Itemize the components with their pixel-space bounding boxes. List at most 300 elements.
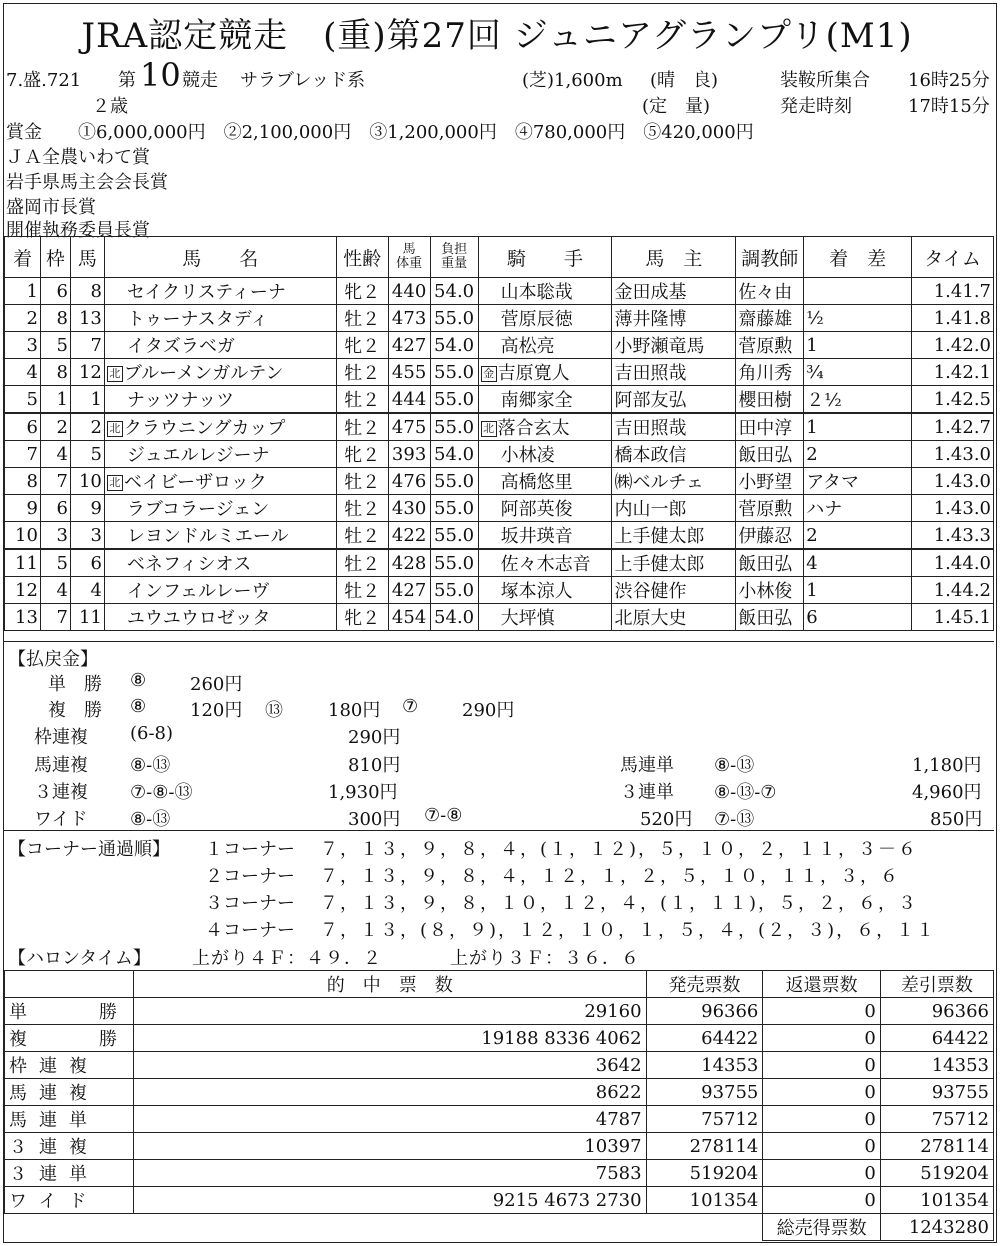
- trainer-cell: 伊藤忍: [736, 522, 804, 550]
- weight-rule: (定 量): [642, 96, 711, 117]
- race-no-prefix: 第: [118, 70, 136, 91]
- race-no-suffix: 競走: [182, 70, 218, 91]
- horse-row: [5, 413, 994, 441]
- horse-name-cell: ラブコラージェン: [104, 495, 336, 522]
- horse-row: [5, 495, 994, 522]
- trainer-cell: 佐々由: [736, 278, 804, 305]
- horse-number-cell: 8: [70, 278, 104, 305]
- horse-row: [5, 278, 994, 305]
- horse-number-cell: 9: [70, 495, 104, 522]
- bet-type-cell: ３連複: [5, 1133, 134, 1160]
- sold-cell: 64422: [646, 1025, 763, 1052]
- trainer-cell: 小野望: [736, 468, 804, 495]
- payout-divider: [4, 641, 994, 642]
- horse-row: [5, 468, 994, 495]
- col-rank: 着: [5, 237, 41, 278]
- col-sexage: 性齢: [336, 237, 388, 278]
- total-label: 総売得票数: [763, 1214, 880, 1241]
- body-weight-cell: 428: [388, 549, 430, 577]
- fukusho-amount-2: 180円: [328, 700, 381, 721]
- results-header-row: [5, 237, 994, 278]
- votes-row: [5, 998, 994, 1025]
- horse-name-cell: ナッツナッツ: [104, 386, 336, 414]
- bet-type-cell: 馬連単: [5, 1106, 134, 1133]
- col-jockey: 騎 手: [478, 237, 612, 278]
- fukusho-amount-3: 290円: [462, 700, 515, 721]
- award-4: 開催執務委員長賞: [6, 220, 150, 241]
- rank-cell: 10: [5, 522, 41, 550]
- weather: (晴 良): [650, 70, 719, 91]
- burden-weight-cell: 55.0: [430, 359, 478, 386]
- rank-cell: 2: [5, 305, 41, 332]
- time-cell: 1.43.0: [912, 441, 994, 468]
- body-weight-cell: 440: [388, 278, 430, 305]
- horse-name-cell: イタズラベガ: [104, 332, 336, 359]
- net-cell: 75712: [880, 1106, 993, 1133]
- col-burden: 負担 重量: [430, 237, 478, 278]
- corner-2-label: ２コーナー: [205, 866, 295, 887]
- bet-type-cell: 馬連複: [5, 1079, 134, 1106]
- col-margin: 着 差: [804, 237, 912, 278]
- net-cell: 64422: [880, 1025, 993, 1052]
- trainer-cell: 田中淳: [736, 413, 804, 441]
- body-weight-cell: 427: [388, 332, 430, 359]
- umaren-label: 馬連複: [34, 755, 88, 776]
- payout-heading: 【払戻金】: [8, 649, 98, 670]
- horse-row: [5, 359, 994, 386]
- body-weight-cell: 454: [388, 604, 430, 631]
- sex-age-cell: 牡２: [336, 522, 388, 550]
- horse-row: [5, 386, 994, 414]
- jockey-cell: 山本聡哉: [478, 278, 612, 305]
- owner-cell: 吉田照哉: [612, 359, 736, 386]
- hits-cell: 3642: [134, 1052, 647, 1079]
- horse-number-cell: 12: [70, 359, 104, 386]
- santan-label: ３連単: [620, 782, 674, 803]
- sold-cell: 519204: [646, 1160, 763, 1187]
- jockey-cell: 阿部英俊: [478, 495, 612, 522]
- votes-col-hits: 的 中 票 数: [134, 971, 647, 998]
- sex-age-cell: 牡２: [336, 577, 388, 604]
- jockey-cell: 高橋悠里: [478, 468, 612, 495]
- votes-header-row: [5, 971, 994, 998]
- rank-cell: 11: [5, 549, 41, 577]
- burden-weight-cell: 55.0: [430, 549, 478, 577]
- time-cell: 1.43.0: [912, 495, 994, 522]
- time-cell: 1.41.8: [912, 305, 994, 332]
- body-weight-cell: 430: [388, 495, 430, 522]
- race-title: JRA認定競走 (重)第27回 ジュニアグランプリ(M1): [81, 16, 913, 56]
- hits-cell: 7583: [134, 1160, 647, 1187]
- trainer-cell: 小林俊: [736, 577, 804, 604]
- corner-1-order: ７，１３，９，８，４，(１，１２)，５，１０，２，１１，３－６: [320, 839, 919, 860]
- race-number: 10: [140, 56, 181, 94]
- votes-row: [5, 1106, 994, 1133]
- jockey-mark: 北: [481, 421, 497, 437]
- col-name: 馬 名: [104, 237, 336, 278]
- frame-cell: 5: [40, 549, 70, 577]
- sanren-label: ３連複: [34, 782, 88, 803]
- burden-weight-cell: 55.0: [430, 577, 478, 604]
- jockey-cell: 坂井瑛音: [478, 522, 612, 550]
- refund-cell: 0: [763, 1025, 880, 1052]
- corner-3-order: ７，１３，９，８，１０，１２，４，(１，１１)，５，２，６，３: [320, 893, 919, 914]
- margin-cell: ½: [804, 305, 912, 332]
- burden-weight-cell: 54.0: [430, 441, 478, 468]
- sanren-combo: ⑦-⑧-⑬: [130, 782, 193, 803]
- burden-weight-cell: 55.0: [430, 468, 478, 495]
- votes-row: [5, 1079, 994, 1106]
- sex-age-cell: 牡２: [336, 413, 388, 441]
- hits-cell: 29160: [134, 998, 647, 1025]
- frame-cell: 3: [40, 522, 70, 550]
- jockey-cell: 佐々木志音: [478, 549, 612, 577]
- frame-cell: 6: [40, 495, 70, 522]
- margin-cell: 2: [804, 522, 912, 550]
- rank-cell: 1: [5, 278, 41, 305]
- wakuren-label: 枠連複: [34, 727, 88, 748]
- margin-cell: ¾: [804, 359, 912, 386]
- net-cell: 96366: [880, 998, 993, 1025]
- umaren-combo: ⑧-⑬: [130, 755, 171, 776]
- corner-3-label: ３コーナー: [205, 893, 295, 914]
- margin-cell: ハナ: [804, 495, 912, 522]
- horse-number-cell: 5: [70, 441, 104, 468]
- gather-time: 16時25分: [908, 70, 990, 91]
- horse-number-cell: 7: [70, 332, 104, 359]
- corner-1-label: １コーナー: [205, 839, 295, 860]
- tansho-combo: ⑧: [130, 670, 147, 691]
- margin-cell: 1: [804, 332, 912, 359]
- frame-cell: 4: [40, 577, 70, 604]
- refund-cell: 0: [763, 1133, 880, 1160]
- corner-2-order: ７，１３，９，８，４，１２，１，２，５，１０，１１，３，６: [320, 866, 900, 887]
- age-condition: ２歳: [92, 96, 128, 117]
- santan-amount: 4,960円: [912, 782, 982, 803]
- rank-cell: 12: [5, 577, 41, 604]
- votes-row: [5, 1160, 994, 1187]
- jockey-cell: 北 落合玄太: [478, 413, 612, 441]
- umatan-label: 馬連単: [620, 755, 674, 776]
- horse-number-cell: 6: [70, 549, 104, 577]
- fukusho-combo-2: ⑬: [265, 700, 283, 721]
- margin-cell: 2: [804, 441, 912, 468]
- frame-cell: 5: [40, 332, 70, 359]
- refund-cell: 0: [763, 1079, 880, 1106]
- origin-mark: 北: [107, 475, 123, 491]
- tansho-label: 単 勝: [48, 674, 102, 695]
- col-frame: 枠: [40, 237, 70, 278]
- burden-weight-cell: 55.0: [430, 386, 478, 414]
- net-cell: 14353: [880, 1052, 993, 1079]
- gather-label: 装鞍所集合: [780, 70, 870, 91]
- hits-cell: 4787: [134, 1106, 647, 1133]
- margin-cell: [804, 278, 912, 305]
- votes-col-type: [5, 971, 134, 998]
- owner-cell: 内山一郎: [612, 495, 736, 522]
- corner-4-label: ４コーナー: [205, 920, 295, 941]
- sex-age-cell: 牡２: [336, 468, 388, 495]
- corner-4-order: ７，１３，(８，９)，１２，１０，１，５，４，(２，３)，６，１１: [320, 920, 937, 941]
- corner-divider: [4, 830, 994, 831]
- fukusho-amount-1: 120円: [190, 700, 243, 721]
- owner-cell: 北原大史: [612, 604, 736, 631]
- horse-name-cell: セイクリスティーナ: [104, 278, 336, 305]
- margin-cell: 1: [804, 413, 912, 441]
- col-trainer: 調教師: [736, 237, 804, 278]
- sex-age-cell: 牡２: [336, 305, 388, 332]
- wide-label: ワイド: [34, 809, 88, 830]
- rank-cell: 6: [5, 413, 41, 441]
- time-cell: 1.41.7: [912, 278, 994, 305]
- hits-cell: 19188 8336 4062: [134, 1025, 647, 1052]
- rank-cell: 5: [5, 386, 41, 414]
- horse-row: [5, 305, 994, 332]
- frame-cell: 2: [40, 413, 70, 441]
- sold-cell: 101354: [646, 1187, 763, 1214]
- hits-cell: 10397: [134, 1133, 647, 1160]
- award-3: 盛岡市長賞: [6, 197, 96, 218]
- sold-cell: 96366: [646, 998, 763, 1025]
- results-table: [4, 236, 994, 631]
- votes-row: [5, 1025, 994, 1052]
- corner-heading: 【コーナー通過順】: [8, 839, 170, 860]
- race-code: 7.盛.721: [6, 70, 82, 91]
- votes-row: [5, 1052, 994, 1079]
- votes-table: [4, 970, 994, 1241]
- trainer-cell: 角川秀: [736, 359, 804, 386]
- owner-cell: 渋谷健作: [612, 577, 736, 604]
- burden-weight-cell: 55.0: [430, 495, 478, 522]
- col-weight: 馬 体重: [388, 237, 430, 278]
- wide-combo-2: ⑦-⑧: [424, 805, 463, 826]
- umatan-amount: 1,180円: [912, 755, 982, 776]
- total-value: 1243280: [880, 1214, 993, 1241]
- frame-cell: 7: [40, 604, 70, 631]
- time-cell: 1.44.0: [912, 549, 994, 577]
- horse-number-cell: 11: [70, 604, 104, 631]
- refund-cell: 0: [763, 1052, 880, 1079]
- net-cell: 278114: [880, 1133, 993, 1160]
- time-cell: 1.43.3: [912, 522, 994, 550]
- wakuren-amount: 290円: [348, 727, 401, 748]
- margin-cell: 1: [804, 577, 912, 604]
- burden-weight-cell: 55.0: [430, 305, 478, 332]
- time-cell: 1.43.0: [912, 468, 994, 495]
- body-weight-cell: 444: [388, 386, 430, 414]
- frame-cell: 7: [40, 468, 70, 495]
- start-time: 17時15分: [908, 96, 990, 117]
- owner-cell: 小野瀬竜馬: [612, 332, 736, 359]
- jockey-cell: 南郷家全: [478, 386, 612, 414]
- time-cell: 1.42.5: [912, 386, 994, 414]
- horse-number-cell: 3: [70, 522, 104, 550]
- trainer-cell: 菅原勲: [736, 495, 804, 522]
- course: (芝)1,600m: [522, 70, 623, 91]
- owner-cell: 薄井隆博: [612, 305, 736, 332]
- horse-number-cell: 4: [70, 577, 104, 604]
- trainer-cell: 齋藤雄: [736, 305, 804, 332]
- burden-weight-cell: 55.0: [430, 413, 478, 441]
- votes-total-row: [5, 1214, 994, 1241]
- time-cell: 1.45.1: [912, 604, 994, 631]
- breed: サラブレッド系: [240, 70, 366, 91]
- horse-name-cell: 北 ベイビーザロック: [104, 468, 336, 495]
- net-cell: 101354: [880, 1187, 993, 1214]
- wide-amount-2: 520円: [640, 809, 693, 830]
- horse-name-cell: ユウユウロゼッタ: [104, 604, 336, 631]
- horse-name-cell: トゥーナスタディ: [104, 305, 336, 332]
- horse-name-cell: 北 クラウニングカップ: [104, 413, 336, 441]
- sold-cell: 278114: [646, 1133, 763, 1160]
- horse-row: [5, 577, 994, 604]
- frame-cell: 1: [40, 386, 70, 414]
- trainer-cell: 飯田弘: [736, 549, 804, 577]
- award-1: ＪＡ全農いわて賞: [6, 147, 150, 168]
- origin-mark: 北: [107, 366, 123, 382]
- owner-cell: 上手健太郎: [612, 549, 736, 577]
- wide-amount-3: 850円: [930, 809, 983, 830]
- sex-age-cell: 牝２: [336, 332, 388, 359]
- horse-name-cell: ジュエルレジーナ: [104, 441, 336, 468]
- rank-cell: 4: [5, 359, 41, 386]
- rank-cell: 3: [5, 332, 41, 359]
- sex-age-cell: 牝２: [336, 604, 388, 631]
- fukusho-combo-3: ⑦: [402, 696, 419, 717]
- owner-cell: 阿部友弘: [612, 386, 736, 414]
- award-2: 岩手県馬主会会長賞: [6, 172, 168, 193]
- refund-cell: 0: [763, 1160, 880, 1187]
- refund-cell: 0: [763, 998, 880, 1025]
- body-weight-cell: 427: [388, 577, 430, 604]
- frame-cell: 8: [40, 359, 70, 386]
- horse-number-cell: 1: [70, 386, 104, 414]
- votes-col-net: 差引票数: [880, 971, 993, 998]
- wide-combo-1: ⑧-⑬: [130, 809, 171, 830]
- fukusho-label: 複 勝: [48, 700, 102, 721]
- burden-weight-cell: 55.0: [430, 522, 478, 550]
- horse-row: [5, 332, 994, 359]
- wide-amount-1: 300円: [348, 809, 401, 830]
- bet-type-cell: ３連単: [5, 1160, 134, 1187]
- origin-mark: 北: [107, 421, 123, 437]
- umaren-amount: 810円: [348, 755, 401, 776]
- time-cell: 1.42.1: [912, 359, 994, 386]
- time-cell: 1.42.0: [912, 332, 994, 359]
- body-weight-cell: 476: [388, 468, 430, 495]
- tansho-amount: 260円: [190, 674, 243, 695]
- net-cell: 519204: [880, 1160, 993, 1187]
- refund-cell: 0: [763, 1187, 880, 1214]
- burden-weight-cell: 54.0: [430, 604, 478, 631]
- rank-cell: 8: [5, 468, 41, 495]
- col-owner: 馬 主: [612, 237, 736, 278]
- frame-cell: 8: [40, 305, 70, 332]
- jockey-cell: 小林凌: [478, 441, 612, 468]
- frame-cell: 4: [40, 441, 70, 468]
- body-weight-cell: 422: [388, 522, 430, 550]
- start-label: 発走時刻: [780, 96, 852, 117]
- bet-type-cell: 複 勝: [5, 1025, 134, 1052]
- votes-row: [5, 1187, 994, 1214]
- margin-cell: 6: [804, 604, 912, 631]
- sex-age-cell: 牝２: [336, 441, 388, 468]
- furlong-heading: 【ハロンタイム】: [8, 948, 151, 969]
- prize-money: 賞金 ①6,000,000円 ②2,100,000円 ③1,200,000円 ④780,000円 ⑤420,000円: [6, 122, 754, 143]
- frame-cell: 6: [40, 278, 70, 305]
- sold-cell: 14353: [646, 1052, 763, 1079]
- furlong-last4: 上がり４Ｆ：４９．２: [192, 948, 382, 969]
- horse-name-cell: レヨンドルミエール: [104, 522, 336, 550]
- refund-cell: 0: [763, 1106, 880, 1133]
- wide-combo-3: ⑦-⑬: [714, 809, 755, 830]
- sex-age-cell: 牡２: [336, 386, 388, 414]
- body-weight-cell: 473: [388, 305, 430, 332]
- owner-cell: 上手健太郎: [612, 522, 736, 550]
- jockey-cell: 塚本涼人: [478, 577, 612, 604]
- margin-cell: 4: [804, 549, 912, 577]
- burden-weight-cell: 54.0: [430, 278, 478, 305]
- horse-number-cell: 2: [70, 413, 104, 441]
- net-cell: 93755: [880, 1079, 993, 1106]
- votes-row: [5, 1133, 994, 1160]
- santan-combo: ⑧-⑬-⑦: [714, 782, 777, 803]
- horse-row: [5, 604, 994, 631]
- bet-type-cell: 枠連複: [5, 1052, 134, 1079]
- sex-age-cell: 牡２: [336, 359, 388, 386]
- owner-cell: 吉田照哉: [612, 413, 736, 441]
- hits-cell: 9215 4673 2730: [134, 1187, 647, 1214]
- horse-row: [5, 441, 994, 468]
- trainer-cell: 飯田弘: [736, 604, 804, 631]
- horse-name-cell: ベネフィシオス: [104, 549, 336, 577]
- time-cell: 1.42.7: [912, 413, 994, 441]
- burden-weight-cell: 54.0: [430, 332, 478, 359]
- trainer-cell: 菅原勲: [736, 332, 804, 359]
- body-weight-cell: 475: [388, 413, 430, 441]
- sold-cell: 93755: [646, 1079, 763, 1106]
- horse-row: [5, 522, 994, 550]
- rank-cell: 9: [5, 495, 41, 522]
- jockey-cell: 菅原辰徳: [478, 305, 612, 332]
- furlong-last3: 上がり３Ｆ：３６．６: [450, 948, 640, 969]
- jockey-mark: 金: [481, 366, 497, 382]
- horse-number-cell: 13: [70, 305, 104, 332]
- margin-cell: アタマ: [804, 468, 912, 495]
- owner-cell: ㈱ベルチェ: [612, 468, 736, 495]
- rank-cell: 7: [5, 441, 41, 468]
- trainer-cell: 飯田弘: [736, 441, 804, 468]
- fukusho-combo-1: ⑧: [130, 696, 147, 717]
- horse-number-cell: 10: [70, 468, 104, 495]
- owner-cell: 橋本政信: [612, 441, 736, 468]
- owner-cell: 金田成基: [612, 278, 736, 305]
- horse-name-cell: インフェルレーヴ: [104, 577, 336, 604]
- sold-cell: 75712: [646, 1106, 763, 1133]
- votes-col-sold: 発売票数: [646, 971, 763, 998]
- sex-age-cell: 牡２: [336, 495, 388, 522]
- hits-cell: 8622: [134, 1079, 647, 1106]
- rank-cell: 13: [5, 604, 41, 631]
- col-time: タイム: [912, 237, 994, 278]
- body-weight-cell: 455: [388, 359, 430, 386]
- col-num: 馬: [70, 237, 104, 278]
- sex-age-cell: 牡２: [336, 549, 388, 577]
- umatan-combo: ⑧-⑬: [714, 755, 755, 776]
- bet-type-cell: 単 勝: [5, 998, 134, 1025]
- sanren-amount: 1,930円: [328, 782, 398, 803]
- body-weight-cell: 393: [388, 441, 430, 468]
